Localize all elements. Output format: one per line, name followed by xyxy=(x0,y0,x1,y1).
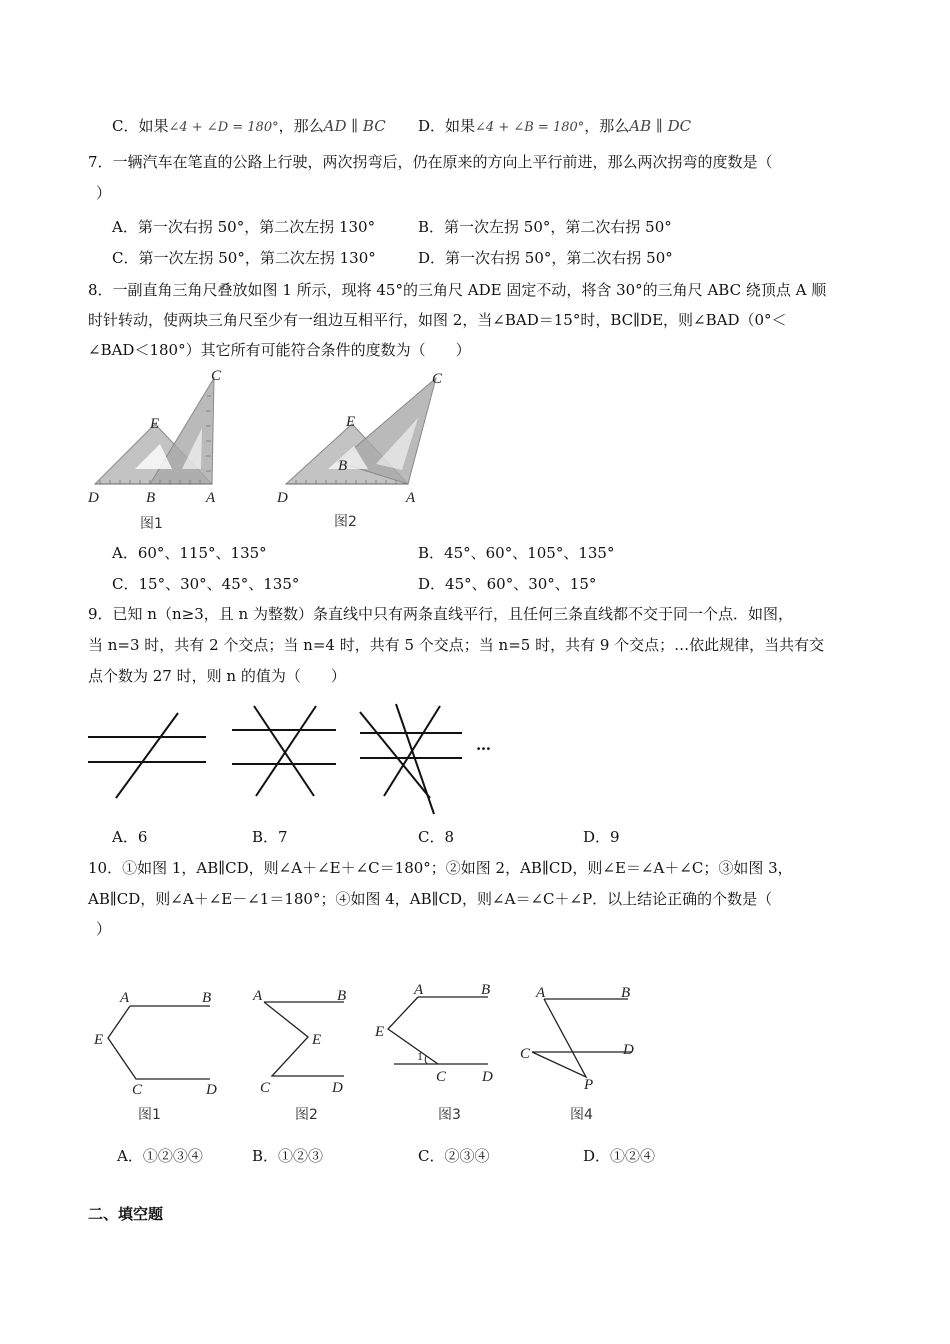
q8-figure-1 xyxy=(80,366,240,536)
q9-option-c: C．8 xyxy=(418,828,455,846)
q10-stem-line1: 10．①如图 1，AB∥CD，则∠A＋∠E＋∠C＝180°；②如图 2，AB∥CD，则∠E＝∠A＋∠C；③如图 3， xyxy=(88,859,793,877)
q9-option-b: B．7 xyxy=(252,828,288,846)
fig10-1-label-b: B xyxy=(202,990,212,1006)
q6-option-c xyxy=(112,116,386,138)
fig10-2-label-e: E xyxy=(312,1032,322,1048)
fig10-1-label-a: A xyxy=(120,990,130,1006)
fig10-1-caption: 图1 xyxy=(138,1107,161,1123)
fig10-3-label-angle-1: 1 xyxy=(417,1049,423,1063)
q9-ellipsis: … xyxy=(476,736,491,754)
fig1-label-d: D xyxy=(88,490,99,506)
q8-option-a: A．60°、115°、135° xyxy=(112,544,267,562)
q9-stem-line3: 点个数为 27 时，则 n 的值为（ ） xyxy=(88,667,346,685)
fig1-label-c: C xyxy=(211,368,222,384)
q10-figure-4 xyxy=(518,982,648,1127)
fig10-4-label-d: D xyxy=(623,1042,634,1058)
fig10-4-label-b: B xyxy=(621,985,631,1001)
section-heading-fill-in: 二、填空题 xyxy=(88,1205,164,1223)
q9-stem-line1: 9．已知 n（n≥3，且 n 为整数）条直线中只有两条直线平行，且任何三条直线都不交于同一个点．如图， xyxy=(88,605,793,623)
fig10-1-label-c: C xyxy=(132,1082,143,1098)
fig10-4-label-a: A xyxy=(536,985,546,1001)
q8-option-d: D．45°、60°、30°、15° xyxy=(418,575,597,593)
q7-option-c: C．第一次左拐 50°，第二次左拐 130° xyxy=(112,249,376,267)
fig10-3-label-e: E xyxy=(375,1024,385,1040)
q10-figure-2 xyxy=(250,982,370,1127)
q6-option-d-conclusion: AB ∥ DC xyxy=(629,117,692,135)
q6-option-c-prefix: C．如果 xyxy=(112,117,169,135)
q10-stem-line3: ） xyxy=(96,920,112,938)
fig10-2-label-d: D xyxy=(332,1080,343,1096)
q10-figure-1 xyxy=(90,982,230,1127)
fig1-label-a: A xyxy=(206,490,216,506)
q10-stem-line2: AB∥CD，则∠A＋∠E－∠1＝180°；④如图 4，AB∥CD，则∠A＝∠C＋∠P．以上结论正确的个数是（ xyxy=(88,890,773,908)
q7-stem-line2: ） xyxy=(96,184,112,202)
q8-figure-2 xyxy=(272,366,452,536)
q8-stem-line3: ∠BAD＜180°）其它所有可能符合条件的度数为（ ） xyxy=(88,341,471,359)
q8-stem-line1: 8．一副直角三角尺叠放如图 1 所示，现将 45°的三角尺 ADE 固定不动，将含 30°的三角尺 ABC 绕顶点 A 顺 xyxy=(88,281,827,299)
fig2-label-c: C xyxy=(432,371,443,387)
q10-option-b: B．①②③ xyxy=(252,1147,324,1165)
q6-option-d-mid: ，那么 xyxy=(584,117,630,135)
fig10-4-caption: 图4 xyxy=(570,1107,593,1123)
q9-figure-n5 xyxy=(352,700,472,818)
q9-stem-line2: 当 n=3 时，共有 2 个交点；当 n=4 时，共有 5 个交点；当 n=5 时，共有 9 个交点；…依此规律，当共有交 xyxy=(88,636,825,654)
q6-option-d-prefix: D．如果 xyxy=(418,117,476,135)
q6-option-c-mid: ，那么 xyxy=(278,117,324,135)
fig10-3-caption: 图3 xyxy=(438,1107,461,1123)
q9-figure-n3 xyxy=(88,700,213,810)
q6-option-c-condition: ∠4 + ∠D = 180° xyxy=(168,120,279,135)
q7-stem-line1: 7．一辆汽车在笔直的公路上行驶，两次拐弯后，仍在原来的方向上平行前进，那么两次拐弯的度数是（ xyxy=(88,153,773,171)
q6-option-c-conclusion: AD ∥ BC xyxy=(323,117,386,135)
q6-option-d xyxy=(418,116,691,138)
fig2-label-b: B xyxy=(338,458,348,474)
fig2-label-a: A xyxy=(406,490,416,506)
fig1-caption: 图1 xyxy=(140,516,163,532)
fig2-label-d: D xyxy=(277,490,288,506)
fig10-4-label-c: C xyxy=(520,1046,531,1062)
fig1-label-e: E xyxy=(150,416,160,432)
fig1-label-b: B xyxy=(146,490,156,506)
fig10-3-label-a: A xyxy=(414,982,424,998)
fig10-2-label-b: B xyxy=(337,988,347,1004)
q9-option-a: A．6 xyxy=(112,828,148,846)
fig10-2-label-a: A xyxy=(253,988,263,1004)
fig10-4-label-p: P xyxy=(584,1077,594,1093)
q10-option-a: A．①②③④ xyxy=(117,1147,203,1165)
fig10-1-label-e: E xyxy=(94,1032,104,1048)
q8-option-c: C．15°、30°、45°、135° xyxy=(112,575,300,593)
q10-figure-3 xyxy=(370,982,510,1127)
fig10-3-label-d: D xyxy=(482,1069,493,1085)
q9-figure-n4 xyxy=(230,700,340,810)
fig10-1-label-d: D xyxy=(206,1082,217,1098)
fig10-3-label-b: B xyxy=(481,982,491,998)
fig10-3-label-c: C xyxy=(436,1069,447,1085)
fig10-2-label-c: C xyxy=(260,1080,271,1096)
q9-option-d: D．9 xyxy=(583,828,620,846)
fig2-label-e: E xyxy=(346,414,356,430)
fig2-caption: 图2 xyxy=(334,514,357,530)
q7-option-d: D．第一次右拐 50°，第二次右拐 50° xyxy=(418,249,673,267)
q7-option-b: B．第一次左拐 50°，第二次右拐 50° xyxy=(418,218,672,236)
q8-option-b: B．45°、60°、105°、135° xyxy=(418,544,615,562)
q6-option-d-condition: ∠4 + ∠B = 180° xyxy=(475,120,585,135)
q7-option-a: A．第一次右拐 50°，第二次左拐 130° xyxy=(112,218,376,236)
q8-stem-line2: 时针转动，使两块三角尺至少有一组边互相平行，如图 2，当∠BAD＝15°时，BC∥DE，则∠BAD（0°＜ xyxy=(88,311,787,329)
fig10-2-caption: 图2 xyxy=(295,1107,318,1123)
q10-option-d: D．①②④ xyxy=(583,1147,656,1165)
q10-option-c: C．②③④ xyxy=(418,1147,490,1165)
